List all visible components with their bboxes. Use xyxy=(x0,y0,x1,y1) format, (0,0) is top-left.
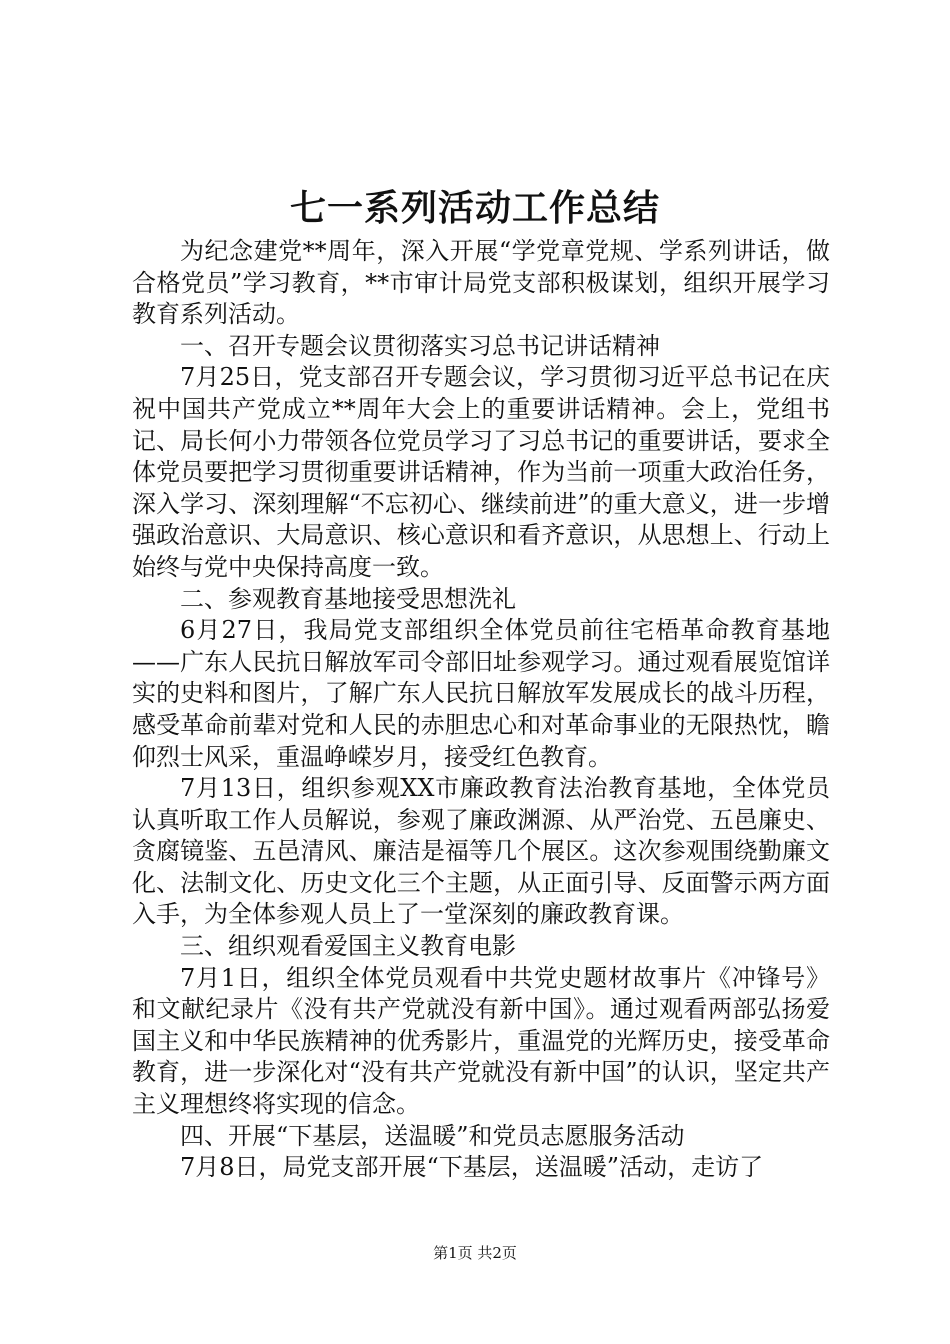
paragraph-section-3: 7月1日，组织全体党员观看中共党史题材故事片《冲锋号》和文献纪录片《没有共产党就没有新中国》。通过观看两部弘扬爱国主义和中华民族精神的优秀影片，重温党的光辉历史，接受革命教育，进一步深化对“没有共产党就没有新中国”的认识，坚定共产主义理想终将实现的信念。 xyxy=(132,963,830,1119)
section-heading-3: 三、组织观看爱国主义教育电影 xyxy=(180,932,516,961)
document-title: 七一系列活动工作总结 xyxy=(289,187,660,229)
document-body xyxy=(132,236,830,1184)
section-heading-2: 二、参观教育基地接受思想洗礼 xyxy=(180,584,516,613)
paragraph-section-4: 7月8日，局党支部开展“下基层，送温暖”活动，走访了 xyxy=(180,1153,764,1182)
section-heading-1: 一、召开专题会议贯彻落实习总书记讲话精神 xyxy=(180,331,660,360)
paragraph-section-1: 7月25日，党支部召开专题会议，学习贯彻习近平总书记在庆祝中国共产党成立**周年大会上的重要讲话精神。会上，党组书记、局长何小力带领各位党员学习了习总书记的重要讲话，要求全体党员要把学习贯彻重要讲话精神，作为当前一项重大政治任务，深入学习、深刻理解“不忘初心、继续前进”的重大意义，进一步增强政治意识、大局意识、核心意识和看齐意识，从思想上、行动上始终与党中央保持高度一致。 xyxy=(132,363,830,581)
paragraph-section-2b: 7月13日，组织参观XX市廉政教育法治教育基地，全体党员认真听取工作人员解说，参观了廉政渊源、从严治党、五邑廉史、贪腐镜鉴、五邑清风、廉洁是福等几个展区。这次参观围绕勤廉文化、法制文化、历史文化三个主题，从正面引导、反面警示两方面入手，为全体参观人员上了一堂深刻的廉政教育课。 xyxy=(132,774,830,929)
page-number-footer: 第1页 共2页 xyxy=(433,1244,517,1262)
paragraph-intro: 为纪念建党**周年，深入开展“学党章党规、学系列讲话，做合格党员”学习教育，**市审计局党支部积极谋划，组织开展学习教育系列活动。 xyxy=(132,237,830,329)
paragraph-section-2a: 6月27日，我局党支部组织全体党员前往宅梧革命教育基地——广东人民抗日解放军司令部旧址参观学习。通过观看展览馆详实的史料和图片，了解广东人民抗日解放军发展成长的战斗历程，感受革命前辈对党和人民的赤胆忠心和对革命事业的无限热忱，瞻仰烈士风采，重温峥嵘岁月，接受红色教育。 xyxy=(132,616,830,771)
section-heading-4: 四、开展“下基层，送温暖”和党员志愿服务活动 xyxy=(180,1121,685,1150)
